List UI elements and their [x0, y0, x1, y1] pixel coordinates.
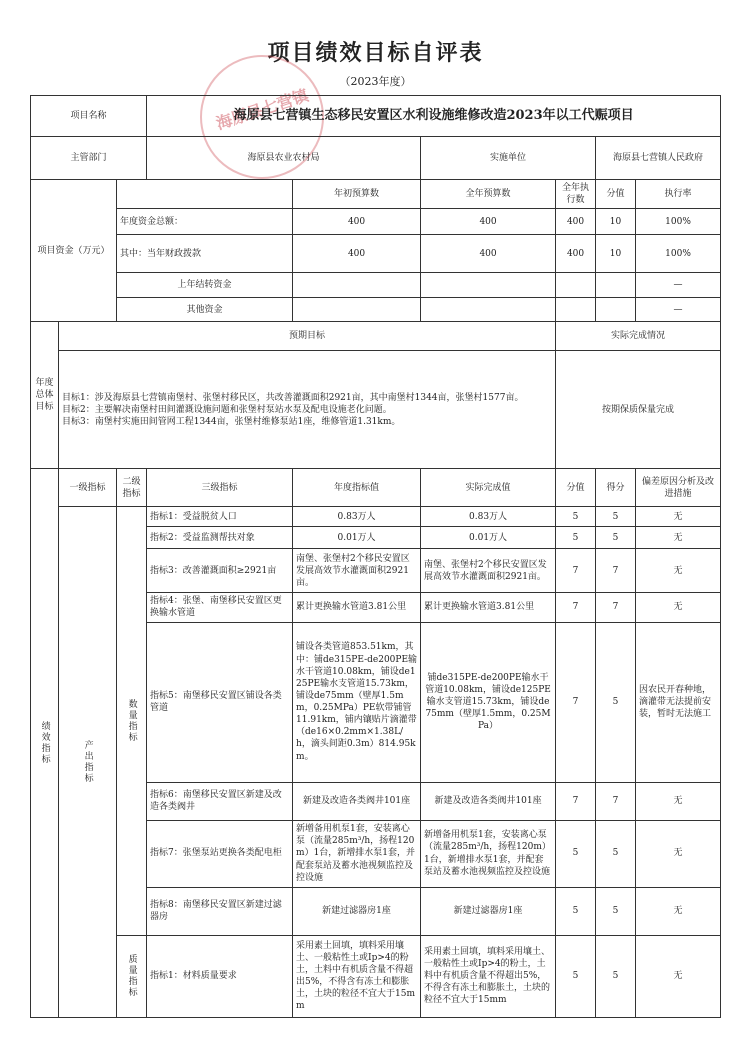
- indicator-actual: 南堡、张堡村2个移民安置区发展高效节水灌溉面积2921亩。: [421, 549, 556, 593]
- indicator-note: 因农民开春种地，滴灌带无法提前安装，暂时无法施工: [636, 622, 721, 782]
- funds-cell: 10: [596, 235, 636, 273]
- indicator-note: 无: [636, 527, 721, 549]
- indicator-target: 累计更换输水管道3.81公里: [293, 593, 421, 622]
- report-year: （2023年度）: [339, 75, 412, 88]
- funds-cell: 100%: [636, 235, 721, 273]
- funds-row-label: 其中：当年财政拨款: [117, 235, 293, 273]
- indicator-name: 指标6：南堡移民安置区新建及改造各类阀井: [147, 782, 293, 820]
- indicator-score: 5: [556, 887, 596, 935]
- dept-value: 海原县农业农村局: [147, 137, 421, 180]
- goals-actual-text: 按期保质保量完成: [556, 351, 721, 469]
- indicator-name: 指标5：南堡移民安置区铺设各类管道: [147, 622, 293, 782]
- indicator-got: 5: [596, 820, 636, 887]
- indicator-target: 采用素土回填，填料采用壤土、一般粘性土或Ip>4的粉土，土料中有机质含量不得超出5%，不得含有冻土和膨胀土，土块的粒径不宜大于15mm: [293, 935, 421, 1017]
- funds-label: 项目资金（万元）: [31, 180, 117, 322]
- indicator-note: 无: [636, 507, 721, 527]
- indicator-name: 指标1：材料质量要求: [147, 935, 293, 1017]
- performance-table: [30, 95, 721, 1018]
- goals-actual-header: 实际完成情况: [556, 322, 721, 351]
- funds-header-2: 全年执行数: [556, 180, 596, 209]
- funds-header-blank: [117, 180, 293, 209]
- funds-cell: —: [636, 298, 721, 322]
- funds-cell: [596, 273, 636, 298]
- funds-cell: 400: [293, 235, 421, 273]
- funds-cell: 400: [556, 235, 596, 273]
- goal-line: 目标2：主要解决南堡村田间灌溉设施问题和张堡村泵站水泵及配电设施老化问题。: [62, 404, 392, 415]
- indicator-got: 5: [596, 527, 636, 549]
- indicator-note: 无: [636, 820, 721, 887]
- indicator-actual: 新增备用机泵1套，安装离心泵（流量285m³/h，扬程120m）1台，新增排水泵1套，并配套泵站及蓄水池视频监控及控设施: [421, 820, 556, 887]
- stamp-text: 海原县七营镇: [213, 85, 311, 134]
- indicator-target: 新建过滤器房1座: [293, 887, 421, 935]
- project-name: 海原县七营镇生态移民安置区水利设施维修改造2023年以工代赈项目: [147, 96, 721, 137]
- level2-quality: 质量指标: [117, 935, 147, 1017]
- goals-expected-header: 预期目标: [59, 322, 556, 351]
- funds-header-4: 执行率: [636, 180, 721, 209]
- funds-header-0: 年初预算数: [293, 180, 421, 209]
- funds-cell: [293, 298, 421, 322]
- indicator-got: 5: [596, 622, 636, 782]
- funds-cell: 400: [293, 209, 421, 235]
- indicator-note: 无: [636, 549, 721, 593]
- level1-output: 产出指标: [59, 507, 117, 1017]
- indicator-name: 指标8：南堡移民安置区新建过滤器房: [147, 887, 293, 935]
- dept-label: 主管部门: [31, 137, 147, 180]
- funds-row-label: 上年结转资金: [117, 273, 293, 298]
- indicator-target: 新建及改造各类阀井101座: [293, 782, 421, 820]
- funds-cell: 400: [556, 209, 596, 235]
- funds-header-1: 全年预算数: [421, 180, 556, 209]
- goal-line: 目标1：涉及海原县七营镇南堡村、张堡村移民区，共改善灌溉面积2921亩，其中南堡村1344亩，张堡村1577亩。: [62, 392, 524, 403]
- indicator-name: 指标4：张堡、南堡移民安置区更换输水管道: [147, 593, 293, 622]
- indicator-score: 5: [556, 935, 596, 1017]
- funds-cell: 400: [421, 235, 556, 273]
- indicator-got: 5: [596, 507, 636, 527]
- indicator-score: 7: [556, 549, 596, 593]
- perf-header-2: 三级指标: [147, 469, 293, 507]
- impl-value: 海原县七营镇人民政府: [596, 137, 721, 180]
- indicator-actual: 新建过滤器房1座: [421, 887, 556, 935]
- indicator-got: 7: [596, 549, 636, 593]
- perf-header-5: 分值: [556, 469, 596, 507]
- funds-cell: [293, 273, 421, 298]
- indicator-score: 7: [556, 782, 596, 820]
- perf-header-6: 得分: [596, 469, 636, 507]
- indicator-target: 南堡、张堡村2个移民安置区发展高效节水灌溉面积2921亩。: [293, 549, 421, 593]
- funds-cell: 100%: [636, 209, 721, 235]
- indicator-name: 指标3：改善灌溉面积≥2921亩: [147, 549, 293, 593]
- project-name-label: 项目名称: [31, 96, 147, 137]
- indicator-actual: 新建及改造各类阀井101座: [421, 782, 556, 820]
- indicator-got: 5: [596, 935, 636, 1017]
- indicator-got: 7: [596, 782, 636, 820]
- perf-label: 绩效指标: [31, 469, 59, 1017]
- perf-header-3: 年度指标值: [293, 469, 421, 507]
- indicator-target: 新增备用机泵1套，安装离心泵（流量285m³/h，扬程120m）1台，新增排水泵1套，并配套泵站及蓄水池视频监控及控设施: [293, 820, 421, 887]
- page-title: 项目绩效目标自评表: [267, 40, 484, 66]
- indicator-score: 7: [556, 593, 596, 622]
- funds-row-label: 年度资金总额：: [117, 209, 293, 235]
- perf-header-4: 实际完成值: [421, 469, 556, 507]
- impl-label: 实施单位: [421, 137, 596, 180]
- indicator-score: 5: [556, 527, 596, 549]
- indicator-actual: 采用素土回填，填料采用壤土、一般粘性土或Ip>4的粉土，土料中有机质含量不得超出5%，不得含有冻土和膨胀土，土块的粒径不宜大于15mm: [421, 935, 556, 1017]
- indicator-actual: 累计更换输水管道3.81公里: [421, 593, 556, 622]
- indicator-note: 无: [636, 593, 721, 622]
- indicator-note: 无: [636, 887, 721, 935]
- goals-label: 年度总体目标: [31, 322, 59, 469]
- level2-quantity: 数量指标: [117, 507, 147, 935]
- funds-cell: [556, 273, 596, 298]
- perf-header-1: 二级指标: [117, 469, 147, 507]
- indicator-actual: 0.83万人: [421, 507, 556, 527]
- indicator-score: 5: [556, 820, 596, 887]
- indicator-actual: 0.01万人: [421, 527, 556, 549]
- indicator-target: 铺设各类管道853.51km，其中：铺de315PE-de200PE输水干管道10.08km，铺设de125PE输水支管道15.73km，铺设de75mm（壁厚1.5mm，0.25MPa）PE软带铺管11.91km，铺内镶贴片滴灌带（de16×0.2mm×1.38L/h，滴头间距0.3m）814.95km。: [293, 622, 421, 782]
- funds-cell: [421, 273, 556, 298]
- perf-header-0: 一级指标: [59, 469, 117, 507]
- indicator-got: 7: [596, 593, 636, 622]
- indicator-note: 无: [636, 782, 721, 820]
- funds-cell: 400: [421, 209, 556, 235]
- funds-cell: [596, 298, 636, 322]
- indicator-actual: 铺de315PE-de200PE输水干管道10.08km，铺设de125PE输水支管道15.73km，铺设de75mm（壁厚1.5mm，0.25MPa）: [421, 622, 556, 782]
- indicator-name: 指标2：受益监测帮扶对象: [147, 527, 293, 549]
- indicator-note: 无: [636, 935, 721, 1017]
- indicator-target: 0.83万人: [293, 507, 421, 527]
- goals-expected-text: [59, 351, 556, 469]
- funds-header-3: 分值: [596, 180, 636, 209]
- funds-cell: —: [636, 273, 721, 298]
- indicator-target: 0.01万人: [293, 527, 421, 549]
- indicator-got: 5: [596, 887, 636, 935]
- indicator-name: 指标7：张堡泵站更换各类配电柜: [147, 820, 293, 887]
- indicator-score: 7: [556, 622, 596, 782]
- indicator-name: 指标1：受益脱贫人口: [147, 507, 293, 527]
- funds-cell: 10: [596, 209, 636, 235]
- goal-line: 目标3：南堡村实施田间管网工程1344亩，张堡村维修泵站1座，维修管道1.31km。: [62, 416, 401, 427]
- indicator-score: 5: [556, 507, 596, 527]
- funds-cell: [421, 298, 556, 322]
- funds-cell: [556, 298, 596, 322]
- perf-header-7: 偏差原因分析及改进措施: [636, 469, 721, 507]
- funds-row-label: 其他资金: [117, 298, 293, 322]
